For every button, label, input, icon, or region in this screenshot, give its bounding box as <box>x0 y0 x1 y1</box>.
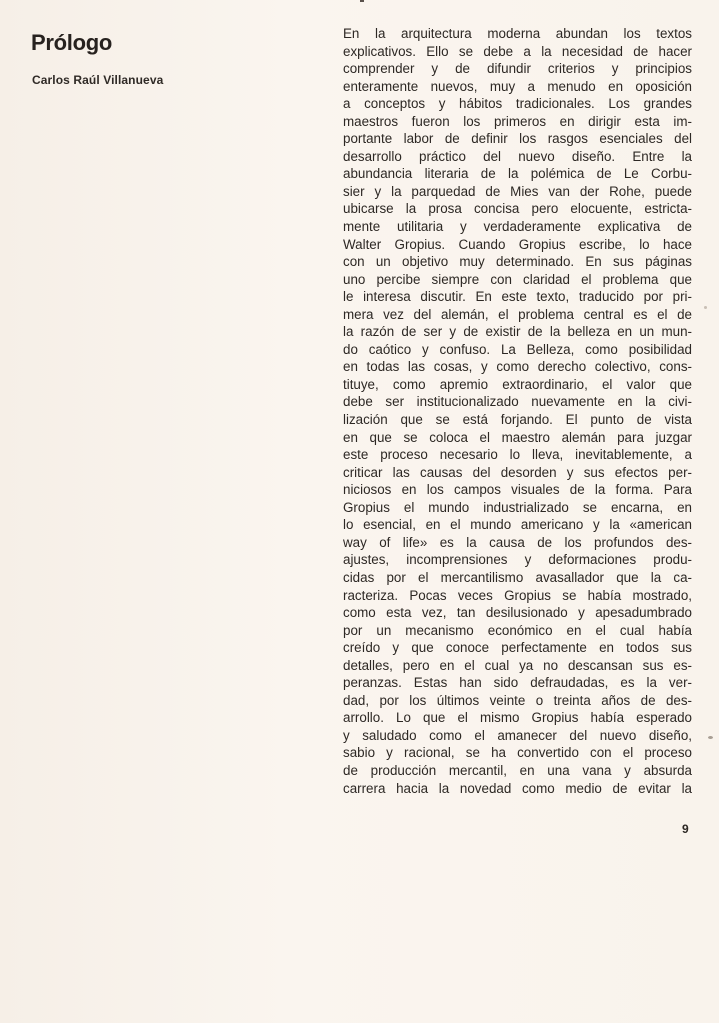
author-name: Carlos Raúl Villanueva <box>32 73 164 87</box>
text-line: abundancia literaria de la polémica de Le Corbu- <box>343 166 692 182</box>
text-line: comprender y de difundir criterios y principios <box>343 61 692 77</box>
text-line: detalles, pero en el cual ya no descansan sus es- <box>343 657 692 673</box>
text-line: en todas las cosas, y como derecho colectivo, cons- <box>343 359 692 375</box>
paper-speck <box>708 736 713 739</box>
text-line: maestros fueron los primeros en dirigir esta im- <box>343 113 692 129</box>
text-line: mente utilitaria y verdaderamente explicativa de <box>343 219 692 235</box>
text-line: ajustes, incomprensiones y deformaciones produ- <box>343 552 692 568</box>
text-line: como esta vez, tan desilusionado y apesadumbrado <box>343 605 692 621</box>
text-line: y saludado como el amanecer del nuevo diseño, <box>343 727 692 743</box>
text-line: do caótico y confuso. La Belleza, como posibilidad <box>343 341 692 357</box>
text-line: por un mecanismo económico en el cual había <box>343 622 692 638</box>
text-line: racteriza. Pocas veces Gropius se había mostrado, <box>343 587 692 603</box>
text-line: la razón de ser y de existir de la belleza en un mun- <box>343 324 692 340</box>
text-line: cidas por el mercantilismo avasallador que la ca- <box>343 569 692 585</box>
text-line: peranzas. Estas han sido defraudadas, es la ver- <box>343 675 692 691</box>
paper-speck <box>704 306 707 309</box>
text-line: creído y que conoce perfectamente en todos sus <box>343 640 692 656</box>
text-line: debe ser institucionalizado nuevamente en la civi- <box>343 394 692 410</box>
text-line: Walter Gropius. Cuando Gropius escribe, lo hace <box>343 236 692 252</box>
text-line: portante labor de definir los rasgos esenciales del <box>343 131 692 147</box>
text-line: tituye, como apremio extraordinario, el valor que <box>343 376 692 392</box>
text-line: desarrollo práctico del nuevo diseño. Entre la <box>343 148 692 164</box>
text-line: con un objetivo muy determinado. En sus páginas <box>343 254 692 270</box>
text-line: En la arquitectura moderna abundan los textos <box>343 26 692 41</box>
text-line: uno percibe siempre con claridad el problema que <box>343 271 692 287</box>
text-line: Gropius el mundo industrializado se encarna, en <box>343 499 692 515</box>
text-line: criticar las causas del desorden y sus efectos per- <box>343 464 692 480</box>
text-line: lo esencial, en el mundo americano y la «american <box>343 517 692 533</box>
text-line: enteramente nuevos, muy a menudo en oposición <box>343 78 692 94</box>
chapter-title: Prólogo <box>31 30 113 55</box>
print-mark <box>360 0 364 2</box>
text-line: mera vez del alemán, el problema central es el de <box>343 306 692 322</box>
text-line: niciosos en los campos visuales de la forma. Para <box>343 482 692 498</box>
text-line: le interesa discutir. En este texto, traducido por pri- <box>343 289 692 305</box>
text-line: explicativos. Ello se debe a la necesidad de hacer <box>343 43 692 59</box>
text-line: de producción mercantil, en una vana y absurda <box>343 762 692 778</box>
body-paragraph <box>343 25 692 797</box>
text-line: a conceptos y hábitos tradicionales. Los grandes <box>343 96 692 112</box>
text-line: sier y la parquedad de Mies van der Rohe, puede <box>343 183 692 199</box>
text-line: lización que se está forjando. El punto de vista <box>343 412 692 428</box>
text-line: dad, por los últimos veinte o treinta años de des- <box>343 692 692 708</box>
text-line: ubicarse la prosa concisa pero elocuente, estricta- <box>343 201 692 217</box>
text-line: arrollo. Lo que el mismo Gropius había esperado <box>343 710 692 726</box>
text-line: en que se coloca el maestro alemán para juzgar <box>343 429 692 445</box>
text-line: sabio y racional, se ha convertido con el proceso <box>343 745 692 761</box>
page-number: 9 <box>682 822 689 836</box>
text-line: este proceso necesario lo lleva, inevitablemente, a <box>343 447 692 463</box>
text-line: carrera hacia la novedad como medio de evitar la <box>343 780 692 796</box>
text-line: way of life» es la causa de los profundos des- <box>343 534 692 550</box>
